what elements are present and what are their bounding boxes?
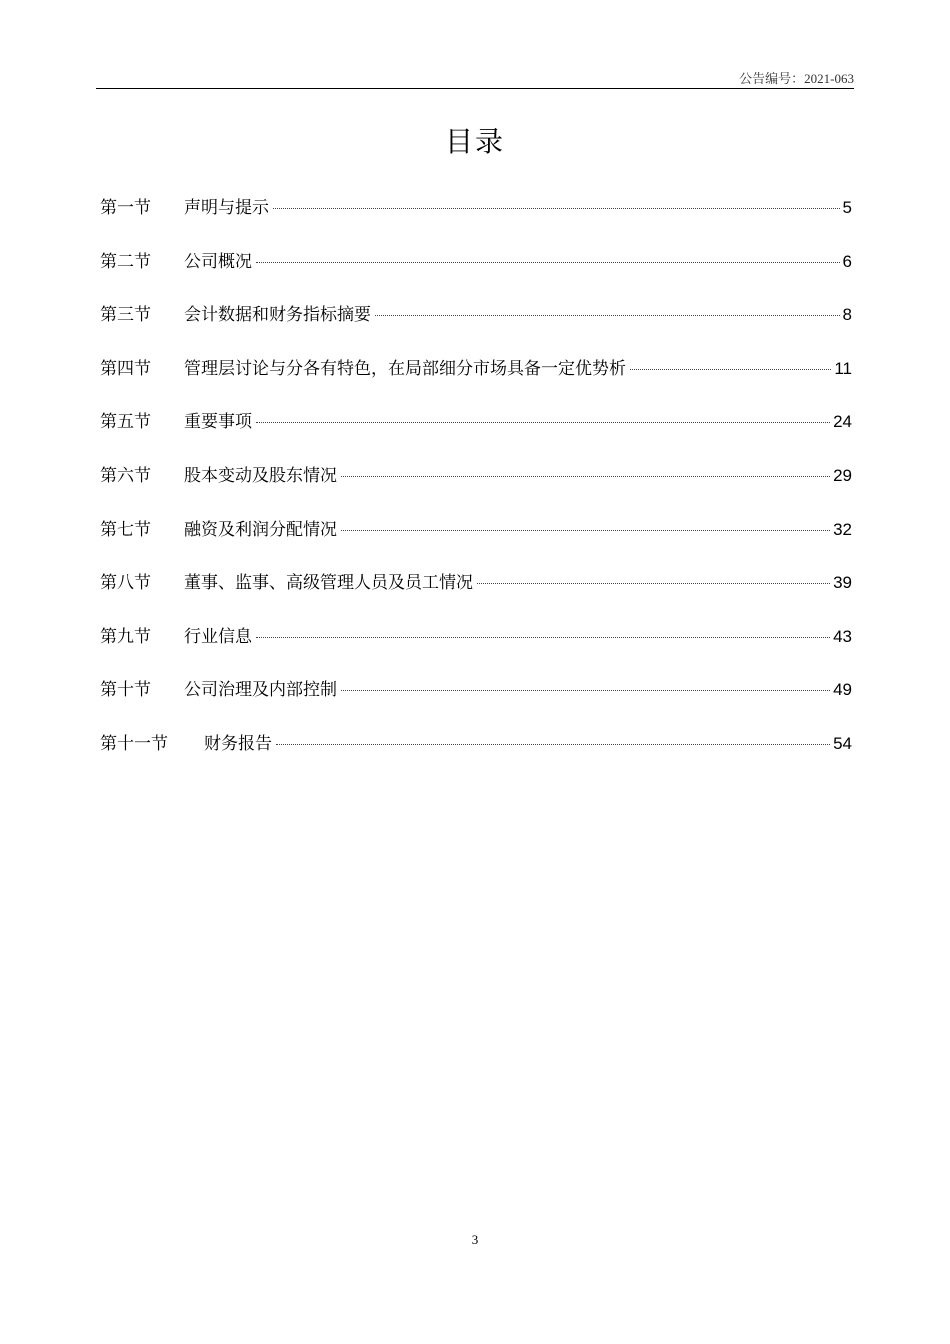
dot-leader	[256, 422, 830, 423]
toc-page-number: 43	[833, 626, 852, 646]
toc-section-title: 会计数据和财务指标摘要	[184, 305, 371, 326]
toc-section-label: 第三节	[100, 305, 151, 326]
toc-page-number: 8	[842, 305, 852, 325]
dot-leader	[630, 369, 831, 370]
toc-section-title: 公司治理及内部控制	[184, 680, 337, 701]
dot-leader	[375, 315, 840, 316]
toc-entry-8[interactable]	[100, 568, 852, 622]
dot-leader	[477, 583, 830, 584]
toc-section-label: 第十节	[100, 680, 151, 701]
toc-page-number: 6	[842, 251, 852, 271]
toc-section-title: 财务报告	[204, 733, 272, 754]
dot-leader	[256, 262, 840, 263]
toc-entry-2[interactable]	[100, 247, 852, 301]
dot-leader	[256, 637, 830, 638]
header-divider	[96, 88, 854, 89]
toc-section-label: 第一节	[100, 198, 151, 218]
toc-page-number: 29	[833, 465, 852, 485]
toc-page-number: 54	[833, 733, 852, 753]
dot-leader	[276, 744, 830, 745]
toc-section-title: 声明与提示	[184, 198, 269, 218]
toc-entry-9[interactable]	[100, 622, 852, 676]
toc-section-title: 股本变动及股东情况	[184, 465, 337, 486]
footer-page-number: 3	[471, 1232, 479, 1247]
toc-entry-10[interactable]	[100, 675, 852, 729]
toc-entry-6[interactable]	[100, 461, 852, 515]
toc-section-title: 董事、监事、高级管理人员及员工情况	[184, 573, 473, 594]
toc-page-number: 32	[833, 519, 852, 539]
toc-list	[100, 193, 852, 783]
toc-section-title: 融资及利润分配情况	[184, 519, 337, 540]
toc-section-label: 第六节	[100, 465, 151, 486]
toc-page-number: 5	[842, 198, 852, 217]
toc-page-number: 24	[833, 412, 852, 432]
toc-section-title: 管理层讨论与分各有特色，在局部细分市场具备一定优势析	[184, 358, 626, 379]
toc-entry-1[interactable]	[100, 193, 852, 247]
toc-title: 目录	[444, 125, 505, 158]
toc-entry-11[interactable]	[100, 729, 852, 783]
dot-leader	[341, 476, 830, 477]
toc-page-number: 11	[834, 358, 852, 378]
toc-entry-5[interactable]	[100, 407, 852, 461]
toc-section-label: 第九节	[100, 626, 151, 647]
toc-section-label: 第七节	[100, 519, 151, 540]
toc-section-label: 第八节	[100, 573, 151, 594]
toc-entry-3[interactable]	[100, 300, 852, 354]
dot-leader	[273, 208, 840, 209]
announcement-number: 公告编号：2021-063	[739, 71, 854, 86]
toc-page-number: 39	[833, 573, 852, 593]
toc-section-label: 第十一节	[100, 733, 168, 754]
toc-section-label: 第五节	[100, 412, 151, 433]
dot-leader	[341, 530, 830, 531]
dot-leader	[341, 690, 830, 691]
toc-entry-7[interactable]	[100, 515, 852, 569]
toc-page-number: 49	[833, 680, 852, 700]
toc-section-title: 行业信息	[184, 626, 252, 647]
toc-entry-4[interactable]	[100, 354, 852, 408]
toc-section-label: 第四节	[100, 358, 151, 379]
toc-section-title: 公司概况	[184, 251, 252, 272]
toc-section-title: 重要事项	[184, 412, 252, 433]
toc-section-label: 第二节	[100, 251, 151, 272]
